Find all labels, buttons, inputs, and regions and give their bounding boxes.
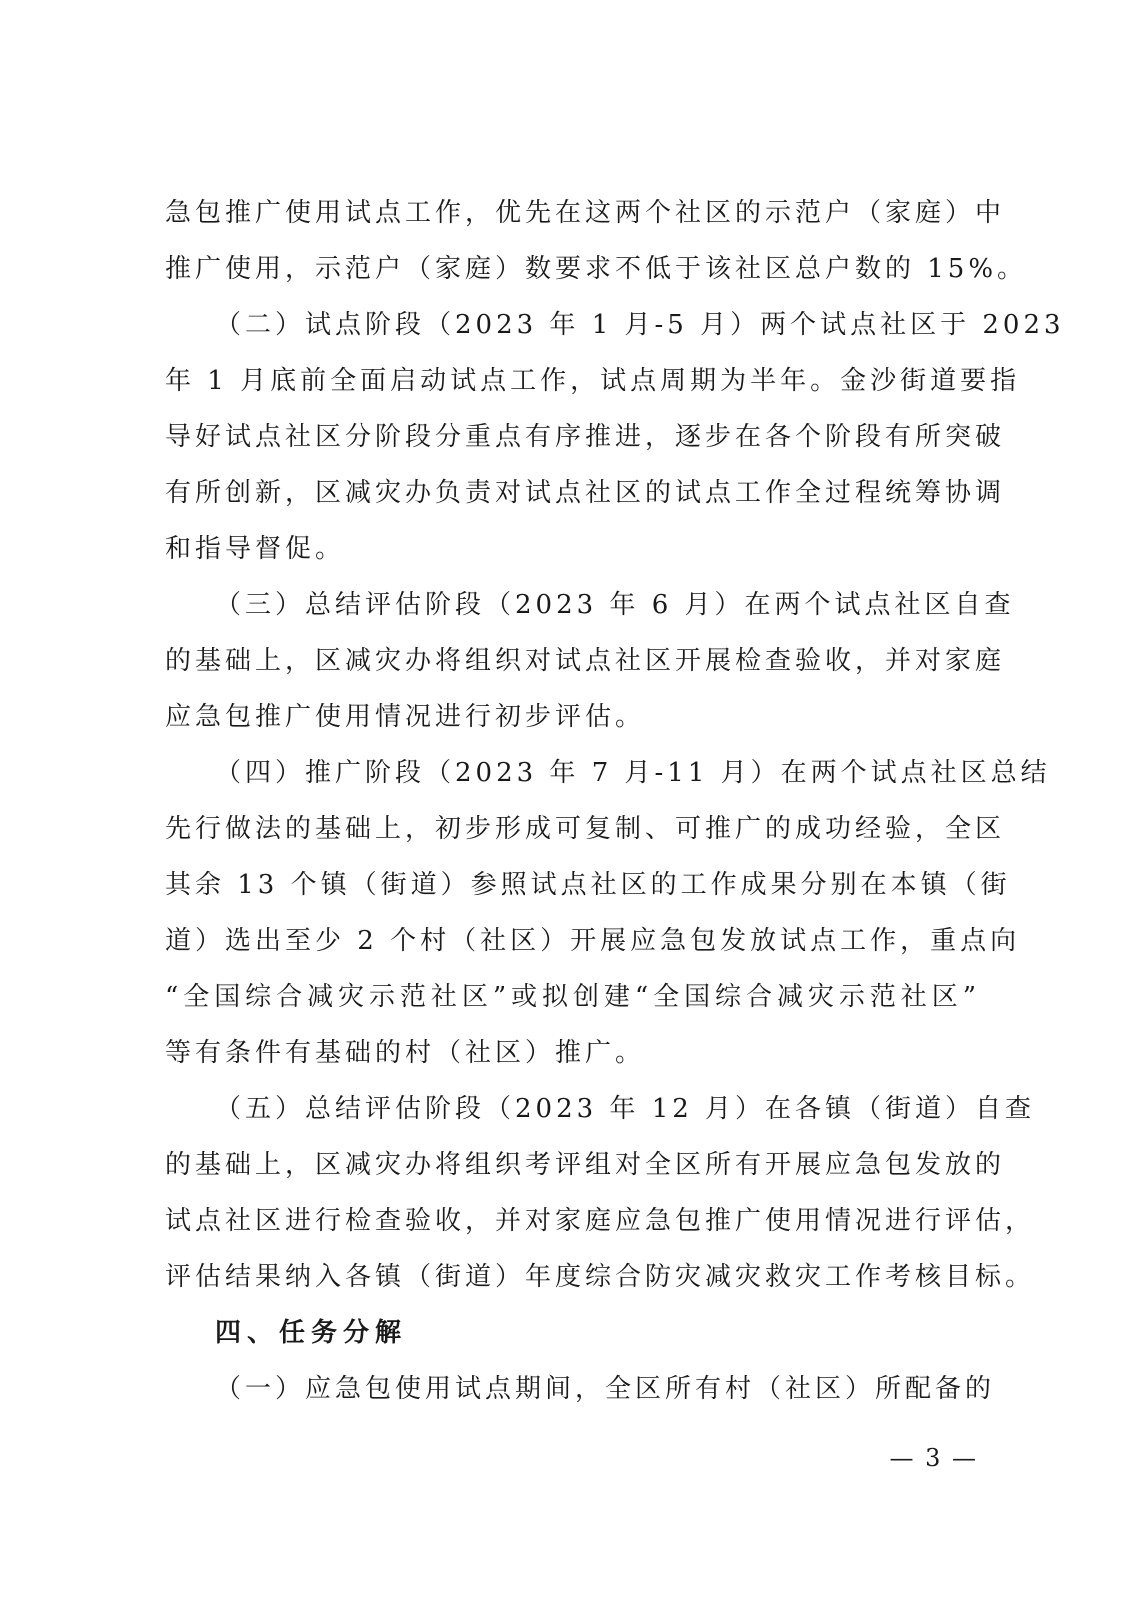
text-line-8: （三）总结评估阶段（2023 年 6 月）在两个试点社区自查 xyxy=(215,590,1015,620)
page-number: — 3 — xyxy=(889,1444,978,1472)
text-line-14: 道）选出至少 2 个村（社区）开展应急包发放试点工作，重点向 xyxy=(165,926,1021,956)
text-line-9: 的基础上，区减灾办将组织对试点社区开展检查验收，并对家庭 xyxy=(165,646,1006,676)
text-line-12: 先行做法的基础上，初步形成可复制、可推广的成功经验，全区 xyxy=(165,814,1006,844)
text-line-4: 年 1 月底前全面启动试点工作，试点周期为半年。金沙街道要指 xyxy=(165,366,1021,396)
text-line-16: 等有条件有基础的村（社区）推广。 xyxy=(165,1038,646,1068)
text-line-2: 推广使用，示范户（家庭）数要求不低于该社区总户数的 15%。 xyxy=(165,254,1028,284)
text-line-7: 和指导督促。 xyxy=(165,534,346,564)
text-line-1: 急包推广使用试点工作，优先在这两个社区的示范户（家庭）中 xyxy=(165,198,1006,228)
text-line-6: 有所创新，区减灾办负责对试点社区的试点工作全过程统筹协调 xyxy=(165,478,1006,508)
text-line-10: 应急包推广使用情况进行初步评估。 xyxy=(165,702,646,732)
text-line-3: （二）试点阶段（2023 年 1 月-5 月）两个试点社区于 2023 xyxy=(215,310,1065,340)
text-line-22: （一）应急包使用试点期间，全区所有村（社区）所配备的 xyxy=(215,1374,996,1404)
text-line-5: 导好试点社区分阶段分重点有序推进，逐步在各个阶段有所突破 xyxy=(165,422,1006,452)
text-line-17: （五）总结评估阶段（2023 年 12 月）在各镇（街道）自查 xyxy=(215,1094,1036,1124)
text-line-15: “全国综合减灾示范社区”或拟创建“全国综合减灾示范社区” xyxy=(165,982,980,1012)
text-line-11: （四）推广阶段（2023 年 7 月-11 月）在两个试点社区总结 xyxy=(215,758,1051,788)
text-line-20: 评估结果纳入各镇（街道）年度综合防灾减灾救灾工作考核目标。 xyxy=(165,1262,1036,1292)
text-line-13: 其余 13 个镇（街道）参照试点社区的工作成果分别在本镇（街 xyxy=(165,870,1011,900)
text-line-19: 试点社区进行检查验收，并对家庭应急包推广使用情况进行评估， xyxy=(165,1206,1036,1236)
section-heading: 四、任务分解 xyxy=(215,1318,408,1348)
text-line-18: 的基础上，区减灾办将组织考评组对全区所有开展应急包发放的 xyxy=(165,1150,1006,1180)
